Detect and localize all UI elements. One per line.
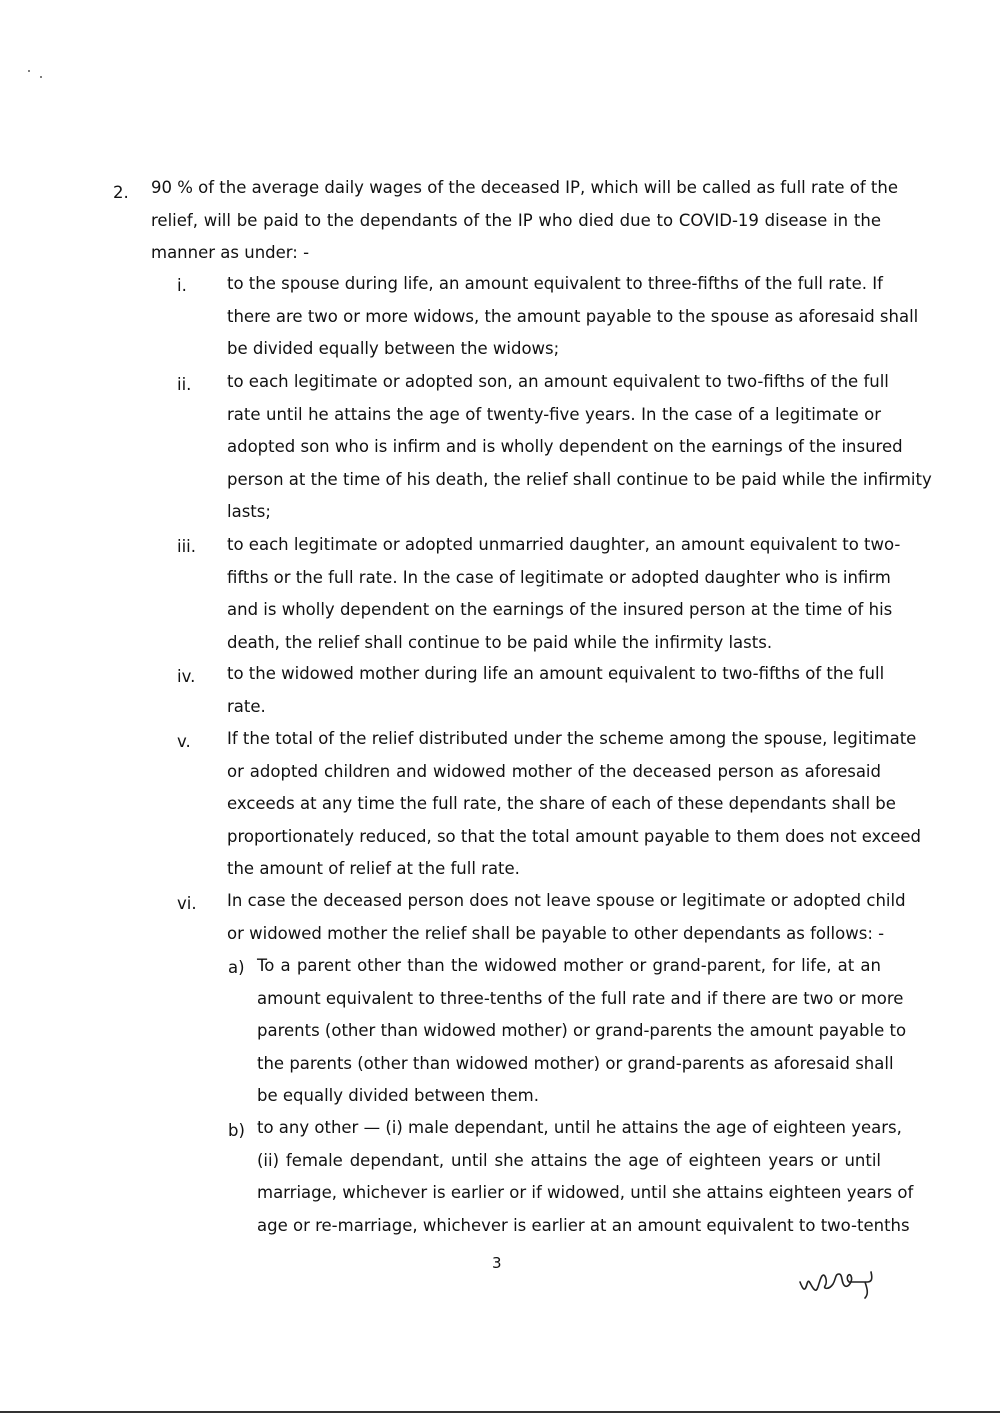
item-line: proportionately reduced, so that the total amount payable to them does not exceed bbox=[227, 826, 921, 846]
list-item bbox=[227, 885, 906, 950]
subitem-marker: a) bbox=[228, 958, 245, 977]
item-line: be divided equally between the widows; bbox=[227, 339, 560, 358]
signature-initials bbox=[795, 1262, 885, 1302]
paragraph-intro bbox=[151, 172, 898, 270]
list-item bbox=[227, 723, 921, 886]
item-line: In case the deceased person does not leave spouse or legitimate or adopted child bbox=[227, 891, 906, 910]
subitem-line: parents (other than widowed mother) or grand-parents the amount payable to bbox=[257, 1021, 907, 1040]
item-line: the amount of relief at the full rate. bbox=[227, 859, 520, 878]
item-line: to the spouse during life, an amount equivalent to three-fifths of the full rate. If bbox=[227, 274, 883, 293]
item-line: there are two or more widows, the amount payable to the spouse as aforesaid shall bbox=[227, 306, 919, 326]
item-marker: i. bbox=[177, 276, 187, 295]
item-line: fifths or the full rate. In the case of legitimate or adopted daughter who is infirm bbox=[227, 567, 891, 587]
item-line: rate until he attains the age of twenty-five years. In the case of a legitimate or bbox=[227, 404, 881, 424]
item-line: person at the time of his death, the relief shall continue to be paid while the infirmity bbox=[227, 469, 932, 489]
subitem-line: the parents (other than widowed mother) or grand-parents as aforesaid shall bbox=[257, 1053, 894, 1073]
page-number: 3 bbox=[492, 1254, 502, 1272]
paragraph-number: 2. bbox=[113, 183, 129, 202]
item-marker: v. bbox=[177, 732, 191, 751]
item-line: death, the relief shall continue to be paid while the infirmity lasts. bbox=[227, 632, 773, 652]
item-marker: iv. bbox=[177, 667, 196, 686]
subitem-line: age or re-marriage, whichever is earlier at an amount equivalent to two-tenths bbox=[257, 1215, 910, 1235]
item-line: rate. bbox=[227, 696, 266, 716]
item-line: If the total of the relief distributed under the scheme among the spouse, legitimate bbox=[227, 729, 917, 748]
intro-line: 90 % of the average daily wages of the deceased IP, which will be called as full rate of the bbox=[151, 178, 898, 197]
item-line: to the widowed mother during life an amount equivalent to two-fifths of the full bbox=[227, 664, 885, 683]
item-line: to each legitimate or adopted son, an amount equivalent to two-fifths of the full bbox=[227, 372, 889, 391]
scan-speck bbox=[40, 76, 42, 78]
item-line: lasts; bbox=[227, 502, 271, 521]
intro-line: manner as under: - bbox=[151, 243, 310, 262]
item-line: adopted son who is infirm and is wholly dependent on the earnings of the insured bbox=[227, 437, 903, 456]
list-item bbox=[227, 529, 901, 659]
item-line: or adopted children and widowed mother of the deceased person as aforesaid bbox=[227, 761, 881, 781]
item-marker: iii. bbox=[177, 537, 196, 556]
item-line: exceeds at any time the full rate, the share of each of these dependants shall be bbox=[227, 794, 896, 813]
subitem-line: marriage, whichever is earlier or if widowed, until she attains eighteen years of bbox=[257, 1183, 914, 1202]
list-item bbox=[227, 268, 919, 366]
subitem-marker: b) bbox=[228, 1121, 245, 1140]
item-marker: ii. bbox=[177, 375, 192, 394]
list-item bbox=[227, 658, 885, 723]
item-marker: vi. bbox=[177, 894, 197, 913]
list-item bbox=[227, 366, 932, 529]
subitem-line: (ii) female dependant, until she attains the age of eighteen years or until bbox=[257, 1150, 881, 1170]
item-line: or widowed mother the relief shall be payable to other dependants as follows: - bbox=[227, 923, 885, 943]
intro-line: relief, will be paid to the dependants of the IP who died due to COVID-19 disease in the bbox=[151, 210, 881, 230]
sub-list-item bbox=[257, 950, 907, 1113]
item-line: to each legitimate or adopted unmarried daughter, an amount equivalent to two- bbox=[227, 535, 901, 554]
sub-list-item bbox=[257, 1112, 914, 1242]
scan-speck bbox=[28, 70, 30, 72]
subitem-line: amount equivalent to three-tenths of the full rate and if there are two or more bbox=[257, 988, 904, 1008]
subitem-line: To a parent other than the widowed mother or grand-parent, for life, at an bbox=[257, 956, 881, 975]
item-line: and is wholly dependent on the earnings of the insured person at the time of his bbox=[227, 600, 893, 619]
subitem-line: be equally divided between them. bbox=[257, 1086, 539, 1105]
subitem-line: to any other — (i) male dependant, until he attains the age of eighteen years, bbox=[257, 1118, 902, 1137]
